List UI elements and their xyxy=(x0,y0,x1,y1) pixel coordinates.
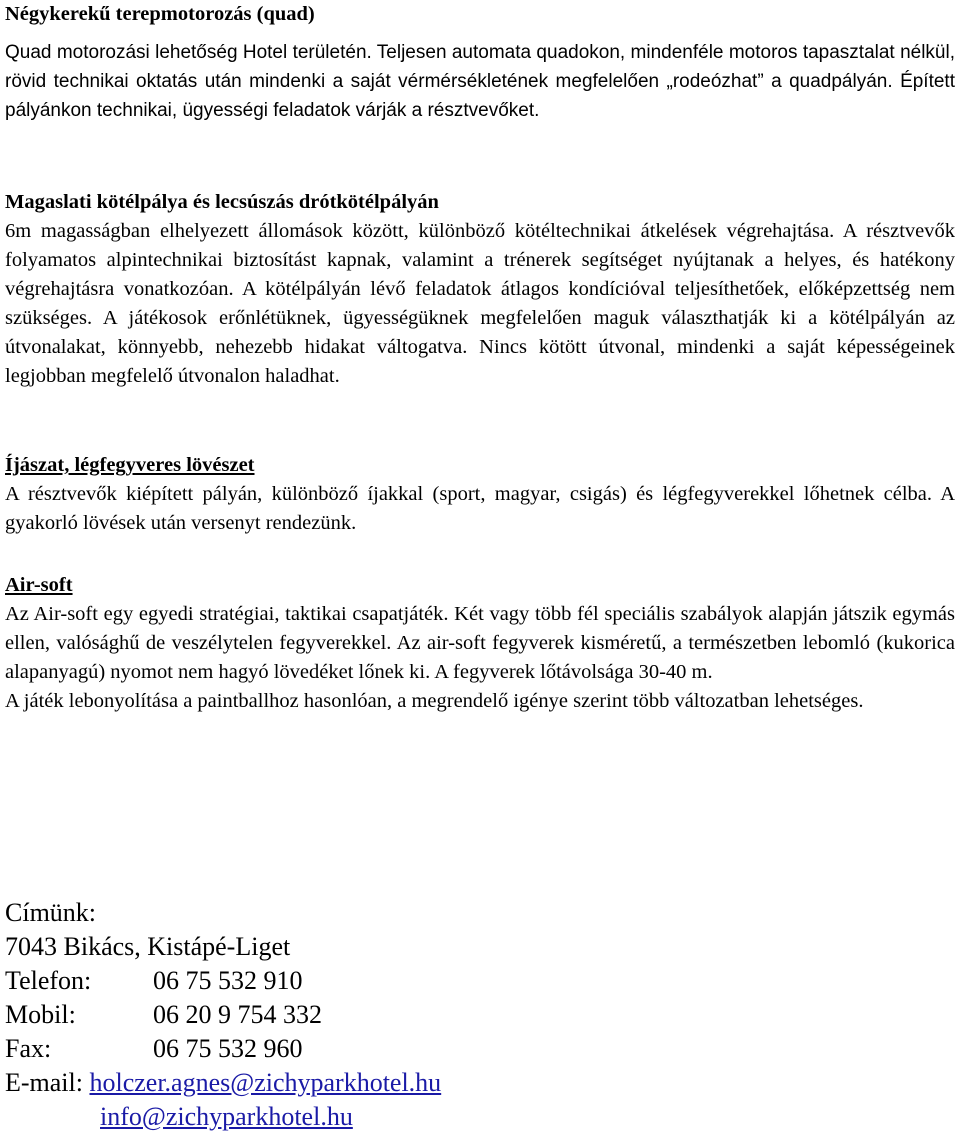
email-label: E-mail: xyxy=(5,1068,83,1097)
section-airsoft xyxy=(5,571,955,716)
fax-label: Fax: xyxy=(5,1034,52,1063)
section-archery xyxy=(5,451,955,538)
section-title-ropes: Magaslati kötélpálya és lecsúszás drótkötélpályán xyxy=(5,191,439,213)
section-body-ropes: 6m magasságban elhelyezett állomások között, különböző kötéltechnikai átkelések végrehajtása. A résztvevők folyamatos alpintechnikai biztosítást kapnak, valamint a trénerek segítséget nyújtanak a helyes, és hatékony végrehajtásra vonatkozóan. A kötélpályán lévő feladatok átlagos kondícióval teljesíthetőek, előképzettség nem szükséges. A játékosok erőnlétüknek, ügyességüknek megfelelően maguk választhatják ki a kötélpályán az útvonalakat, könnyebb, nehezebb hidakat váltogatva. Nincs kötött útvonal, mindenki a saját képességeinek legjobban megfelelő útvonalon haladhat. xyxy=(5,220,955,387)
contact-fax-row xyxy=(5,1032,441,1066)
contact-mobile-row xyxy=(5,998,441,1032)
email-link-1[interactable]: holczer.agnes@zichyparkhotel.hu xyxy=(89,1068,442,1097)
section-body-airsoft-2: A játék lebonyolítása a paintballhoz hasonlóan, a megrendelő igénye szerint több változatban lehetséges. xyxy=(5,690,864,712)
mobile-value: 06 20 9 754 332 xyxy=(153,1000,322,1029)
section-title-quad: Négykerekű terepmotorozás (quad) xyxy=(5,3,315,25)
phone-value: 06 75 532 910 xyxy=(153,966,303,995)
section-body-archery: A résztvevők kiépített pályán, különböző íjakkal (sport, magyar, csigás) és légfegyverekkel lőhetnek célba. A gyakorló lövések után versenyt rendezünk. xyxy=(5,483,955,534)
section-body-quad: Quad motorozási lehetőség Hotel területén. Teljesen automata quadokon, mindenféle motoros tapasztalat nélkül, rövid technikai oktatás után mindenki a saját vérmérsékletének megfelelően „rodeózhat” a quadpályán. Épített pályánkon technikai, ügyességi feladatok várják a résztvevőket. xyxy=(5,42,955,121)
fax-value: 06 75 532 960 xyxy=(153,1034,303,1063)
email-link-2[interactable]: info@zichyparkhotel.hu xyxy=(100,1102,353,1131)
mobile-label: Mobil: xyxy=(5,1000,76,1029)
contact-block xyxy=(5,896,441,1134)
contact-email-row xyxy=(5,1066,441,1100)
contact-phone-row xyxy=(5,964,441,998)
section-ropes xyxy=(5,188,955,391)
section-title-archery: Íjászat, légfegyveres lövészet xyxy=(5,454,255,476)
contact-heading: Címünk: xyxy=(5,898,97,927)
section-quad xyxy=(5,0,955,125)
phone-label: Telefon: xyxy=(5,966,92,995)
contact-email-row-2 xyxy=(5,1100,441,1134)
section-title-airsoft: Air-soft xyxy=(5,574,73,596)
section-body-airsoft: Az Air-soft egy egyedi stratégiai, taktikai csapatjáték. Két vagy több fél speciális szabályok alapján játszik egymás ellen, valósághű de veszélytelen fegyverekkel. Az air-soft fegyverek kisméretű, a természetben lebomló (kukorica alapanyagú) nyomot nem hagyó lövedéket lőnek ki. A fegyverek lőtávolsága 30-40 m. xyxy=(5,603,955,683)
contact-address: 7043 Bikács, Kistápé-Liget xyxy=(5,932,291,961)
